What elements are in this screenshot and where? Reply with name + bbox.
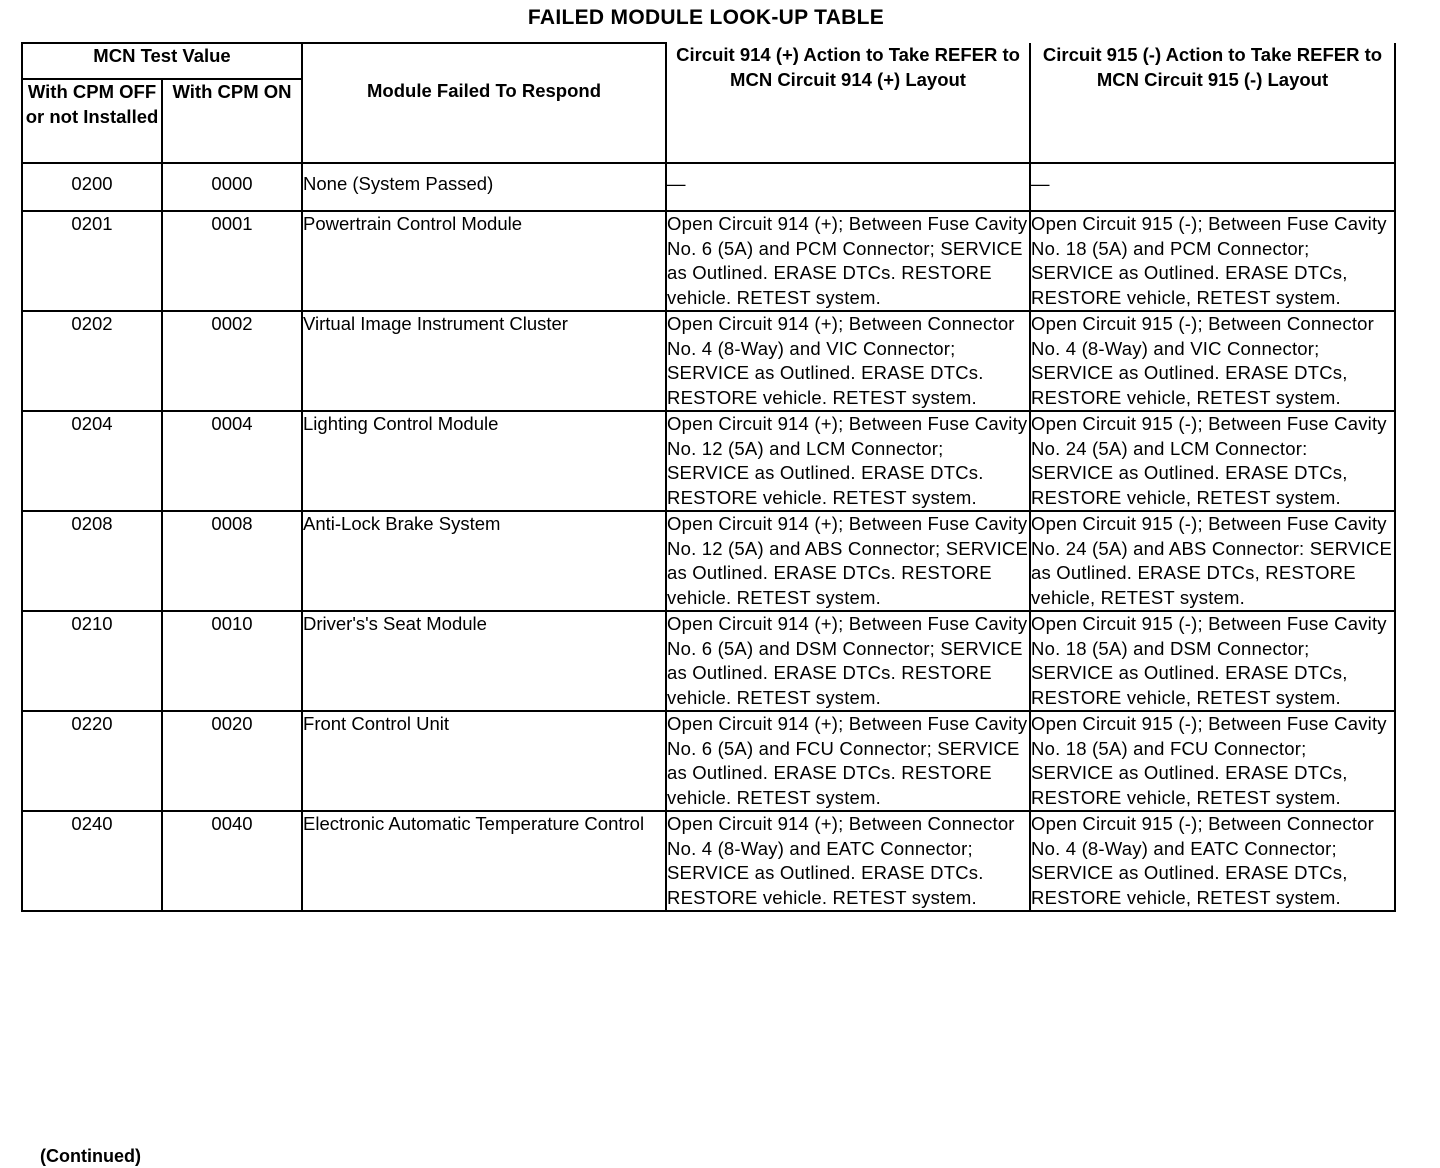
header-mcn-test-value: MCN Test Value <box>22 43 302 79</box>
table-row <box>22 211 1395 311</box>
cell-cpm-off: 0220 <box>22 711 162 811</box>
table-row <box>22 611 1395 711</box>
continued-note: (Continued) <box>40 1146 141 1166</box>
cell-cpm-on: 0002 <box>162 311 302 411</box>
cell-module: Lighting Control Module <box>302 411 666 511</box>
cell-cpm-on: 0010 <box>162 611 302 711</box>
cell-action-915: Open Circuit 915 (-); Between Fuse Cavity No. 24 (5A) and LCM Connector: SERVICE as Outlined. ERASE DTCs, RESTORE vehicle, RETEST system. <box>1030 411 1395 511</box>
cell-action-914: Open Circuit 914 (+); Between Connector No. 4 (8-Way) and EATC Connector; SERVICE as Outlined. ERASE DTCs. RESTORE vehicle. RETEST system. <box>666 811 1030 911</box>
cell-action-914: Open Circuit 914 (+); Between Connector No. 4 (8-Way) and VIC Connector; SERVICE as Outlined. ERASE DTCs. RESTORE vehicle. RETEST system. <box>666 311 1030 411</box>
cell-action-914: — <box>666 163 1030 211</box>
cell-action-915: Open Circuit 915 (-); Between Connector No. 4 (8-Way) and EATC Connector; SERVICE as Outlined. ERASE DTCs, RESTORE vehicle, RETEST system. <box>1030 811 1395 911</box>
cell-module: Powertrain Control Module <box>302 211 666 311</box>
cell-cpm-off: 0240 <box>22 811 162 911</box>
cell-cpm-off: 0210 <box>22 611 162 711</box>
cell-cpm-off: 0200 <box>22 163 162 211</box>
failed-module-lookup-table <box>21 42 1396 912</box>
cell-cpm-on: 0020 <box>162 711 302 811</box>
cell-module: None (System Passed) <box>302 163 666 211</box>
cell-action-915: Open Circuit 915 (-); Between Fuse Cavity No. 18 (5A) and PCM Connector; SERVICE as Outlined. ERASE DTCs, RESTORE vehicle, RETEST system. <box>1030 211 1395 311</box>
header-circuit-914: Circuit 914 (+) Action to Take REFER to MCN Circuit 914 (+) Layout <box>666 43 1030 163</box>
header-circuit-915: Circuit 915 (-) Action to Take REFER to MCN Circuit 915 (-) Layout <box>1030 43 1395 163</box>
cell-module: Driver's's Seat Module <box>302 611 666 711</box>
cell-cpm-off: 0202 <box>22 311 162 411</box>
table-row <box>22 411 1395 511</box>
header-module-failed: Module Failed To Respond <box>302 79 666 163</box>
cell-action-914: Open Circuit 914 (+); Between Fuse Cavity No. 6 (5A) and FCU Connector; SERVICE as Outlined. ERASE DTCs. RESTORE vehicle. RETEST system. <box>666 711 1030 811</box>
cell-cpm-off: 0208 <box>22 511 162 611</box>
cell-module: Electronic Automatic Temperature Control <box>302 811 666 911</box>
table-row <box>22 811 1395 911</box>
cell-action-915: — <box>1030 163 1395 211</box>
cell-module: Anti-Lock Brake System <box>302 511 666 611</box>
cell-cpm-off: 0201 <box>22 211 162 311</box>
header-cpm-on: With CPM ON <box>162 79 302 163</box>
header-cpm-off: With CPM OFF or not Installed <box>22 79 162 163</box>
cell-cpm-on: 0004 <box>162 411 302 511</box>
cell-action-914: Open Circuit 914 (+); Between Fuse Cavity No. 12 (5A) and ABS Connector; SERVICE as Outlined. ERASE DTCs. RESTORE vehicle. RETEST system. <box>666 511 1030 611</box>
cell-action-915: Open Circuit 915 (-); Between Fuse Cavity No. 24 (5A) and ABS Connector: SERVICE as Outlined. ERASE DTCs, RESTORE vehicle, RETEST system. <box>1030 511 1395 611</box>
cell-action-915: Open Circuit 915 (-); Between Fuse Cavity No. 18 (5A) and FCU Connector; SERVICE as Outlined. ERASE DTCs, RESTORE vehicle, RETEST system. <box>1030 711 1395 811</box>
document-title: FAILED MODULE LOOK-UP TABLE <box>527 6 885 29</box>
table-row <box>22 163 1395 211</box>
cell-module: Virtual Image Instrument Cluster <box>302 311 666 411</box>
table-row <box>22 711 1395 811</box>
cell-action-914: Open Circuit 914 (+); Between Fuse Cavity No. 6 (5A) and DSM Connector; SERVICE as Outlined. ERASE DTCs. RESTORE vehicle. RETEST system. <box>666 611 1030 711</box>
cell-cpm-on: 0001 <box>162 211 302 311</box>
cell-cpm-on: 0008 <box>162 511 302 611</box>
table-row <box>22 311 1395 411</box>
cell-cpm-off: 0204 <box>22 411 162 511</box>
cell-action-915: Open Circuit 915 (-); Between Connector No. 4 (8-Way) and VIC Connector; SERVICE as Outlined. ERASE DTCs, RESTORE vehicle, RETEST system. <box>1030 311 1395 411</box>
cell-cpm-on: 0000 <box>162 163 302 211</box>
cell-action-914: Open Circuit 914 (+); Between Fuse Cavity No. 12 (5A) and LCM Connector; SERVICE as Outlined. ERASE DTCs. RESTORE vehicle. RETEST system. <box>666 411 1030 511</box>
table-row <box>22 511 1395 611</box>
cell-action-915: Open Circuit 915 (-); Between Fuse Cavity No. 18 (5A) and DSM Connector; SERVICE as Outlined. ERASE DTCs, RESTORE vehicle, RETEST system. <box>1030 611 1395 711</box>
cell-action-914: Open Circuit 914 (+); Between Fuse Cavity No. 6 (5A) and PCM Connector; SERVICE as Outlined. ERASE DTCs. RESTORE vehicle. RETEST system. <box>666 211 1030 311</box>
cell-module: Front Control Unit <box>302 711 666 811</box>
header-module-top <box>302 43 666 79</box>
cell-cpm-on: 0040 <box>162 811 302 911</box>
